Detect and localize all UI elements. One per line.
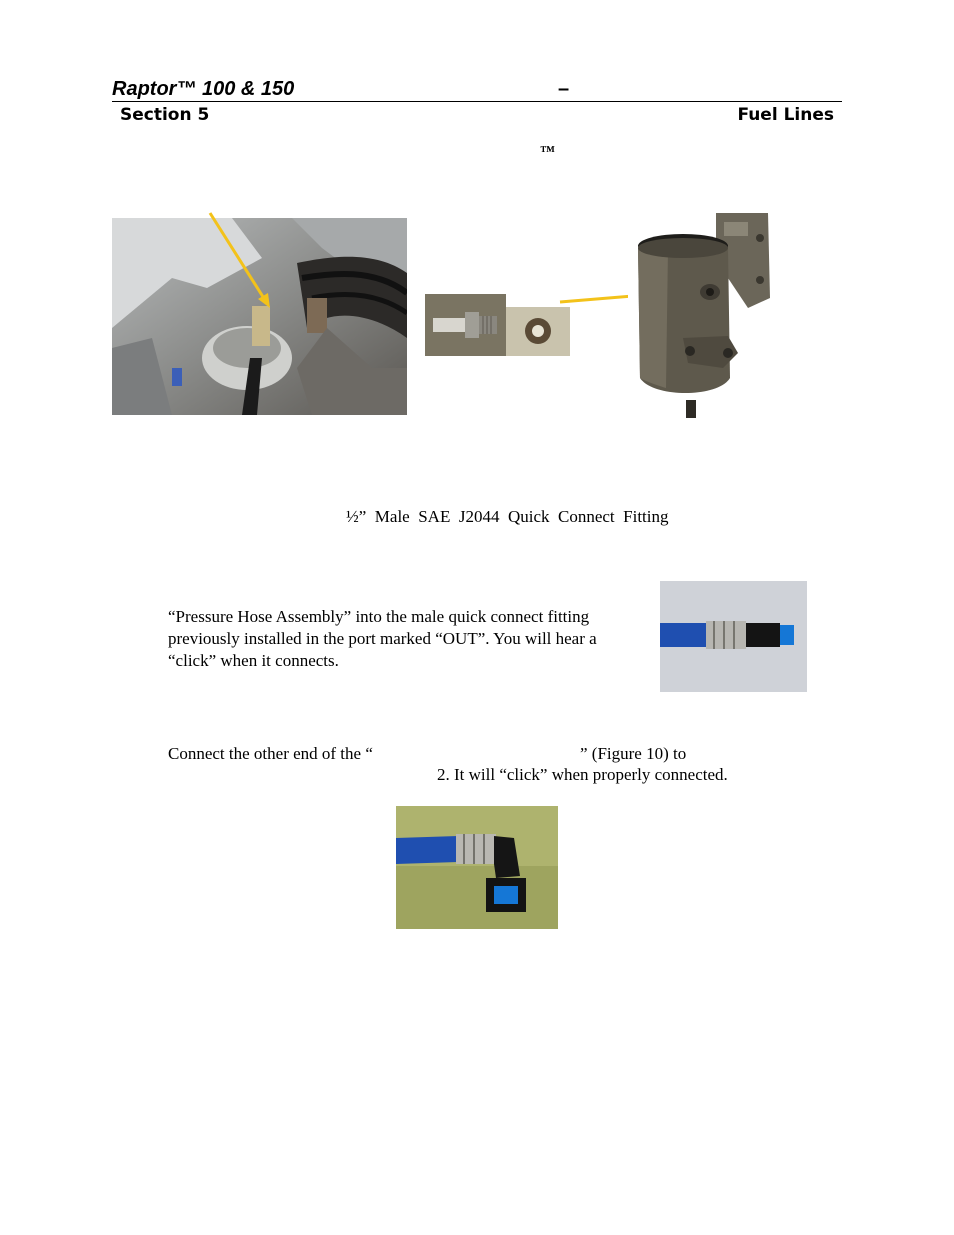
section-topic: Fuel Lines bbox=[737, 105, 834, 125]
step-b-line-2: 2. It will “click” when properly connected. bbox=[437, 765, 728, 784]
o-ring-photo bbox=[506, 307, 570, 356]
filter-housing-photo bbox=[628, 208, 778, 422]
male-fitting-photo bbox=[425, 294, 506, 356]
step-b-line-1-left: Connect the other end of the “ bbox=[168, 744, 373, 763]
section-label: Section 5 bbox=[120, 105, 210, 125]
header-title: Raptor™ 100 & 150 bbox=[112, 78, 295, 100]
step-a-line-1: “Pressure Hose Assembly” into the male quick connect fitting bbox=[168, 607, 590, 626]
fitting-description: ½” Male SAE J2044 Quick Connect Fitting bbox=[346, 507, 669, 526]
step-a-line-2: previously installed in the port marked “OUT”. You will hear a bbox=[168, 629, 597, 648]
header-rule bbox=[112, 101, 842, 102]
step-a-line-3: “click” when it connects. bbox=[168, 651, 339, 670]
trademark-mark: ™ bbox=[540, 144, 555, 160]
hose-straight-connector-photo bbox=[660, 581, 807, 692]
hose-elbow-connector-photo bbox=[396, 806, 558, 929]
header-dash: – bbox=[558, 78, 570, 100]
step-b-line-1-right: ” (Figure 10) to bbox=[580, 744, 687, 763]
step-connect-out-port bbox=[168, 606, 597, 672]
pointer-arrow-engine bbox=[200, 205, 280, 315]
